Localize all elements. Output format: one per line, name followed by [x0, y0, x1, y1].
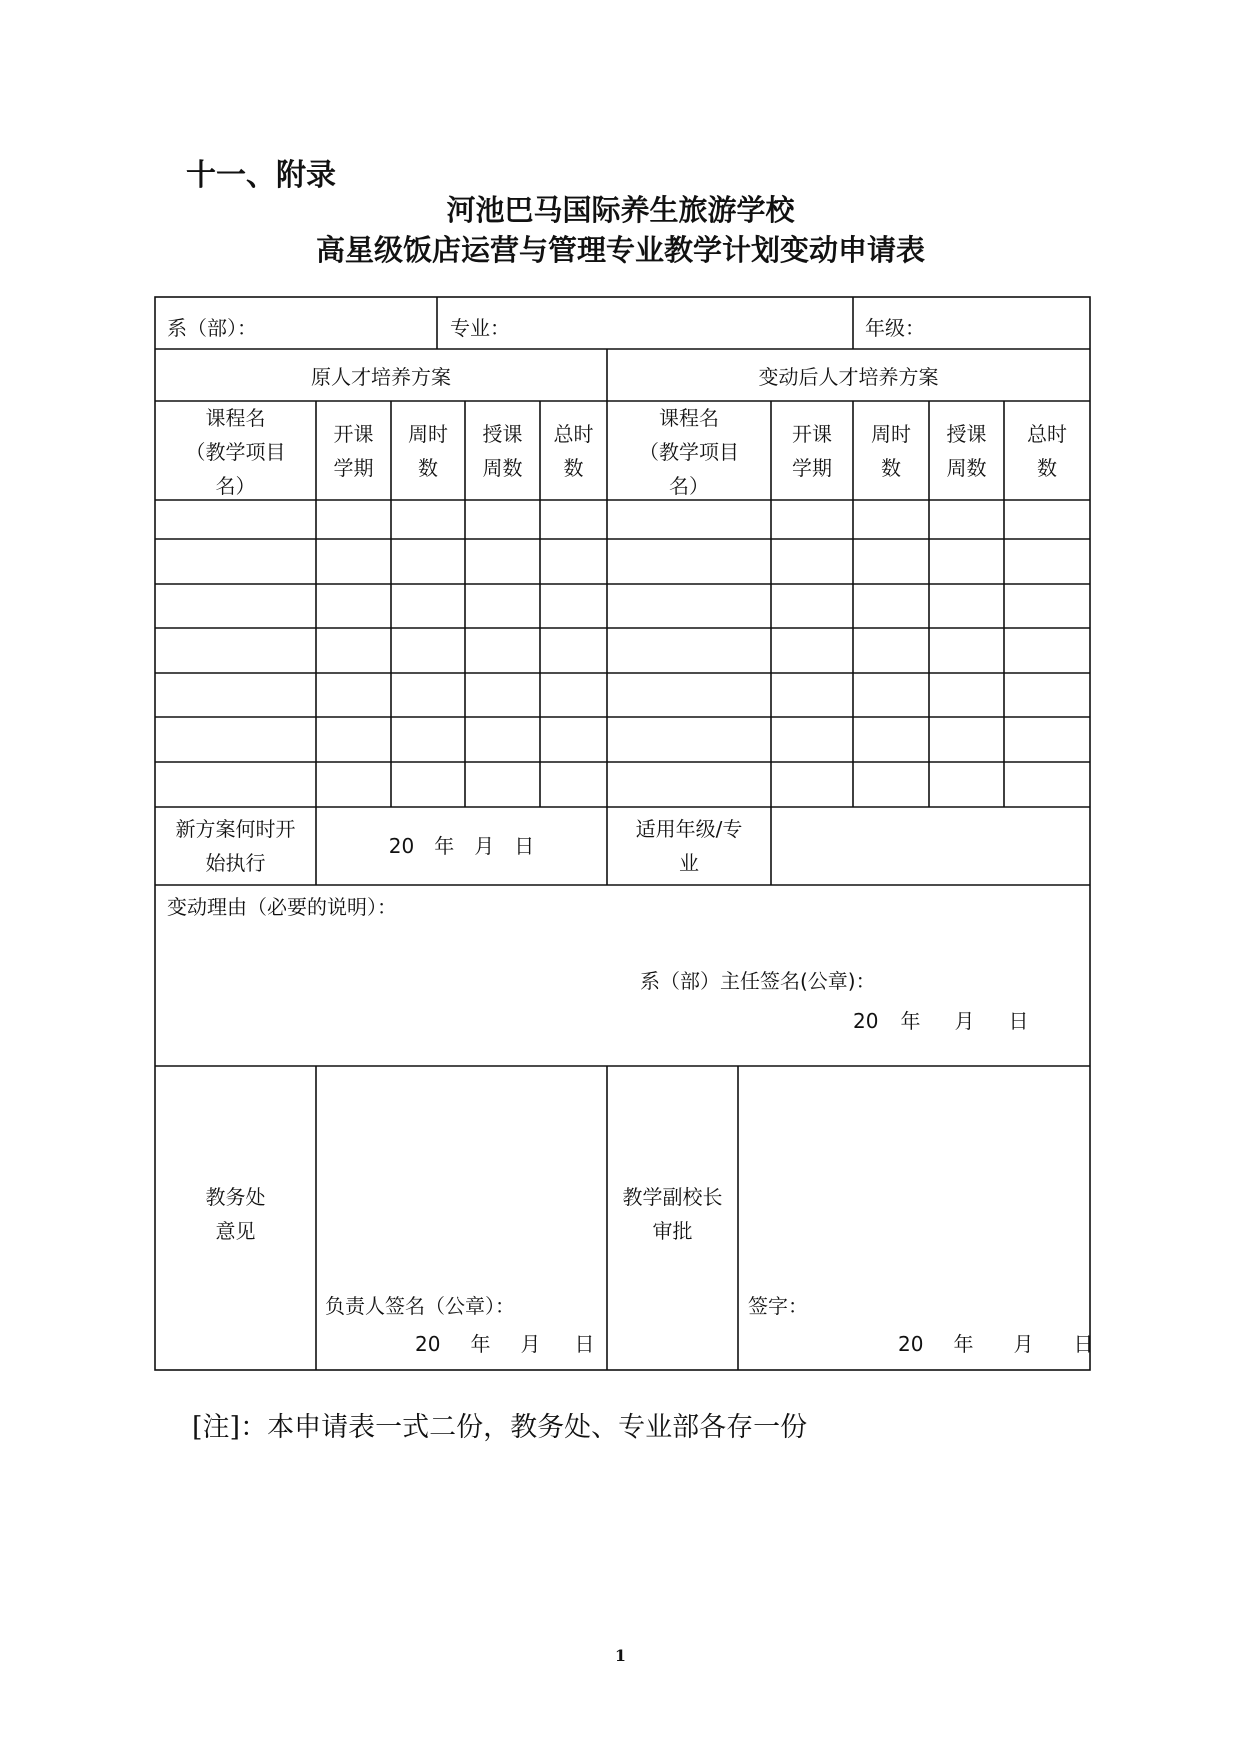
original-plan-header: 原人才培养方案	[311, 365, 451, 389]
col-course-original: 课程名 （教学项目 名）	[185, 406, 286, 498]
col-semester-original: 开课 学期	[333, 422, 374, 480]
responsible-signature-label: 负责人签名（公章）：	[325, 1294, 515, 1318]
col-course-changed: 课程名 （教学项目 名）	[639, 406, 739, 498]
director-date: 20 年 月 日	[853, 1009, 1029, 1033]
applicable-grade-label: 适用年级/专 业	[635, 817, 743, 875]
col-total-hours-original: 总时 数	[553, 422, 594, 480]
page-number: 1	[614, 1646, 627, 1665]
grade-label: 年级：	[865, 316, 925, 340]
vice-principal-date: 20 年 月 日	[898, 1332, 1094, 1356]
vice-principal-label: 教学副校长 审批	[622, 1185, 723, 1243]
reason-label: 变动理由（必要的说明）：	[167, 895, 397, 919]
changed-plan-header: 变动后人才培养方案	[758, 365, 939, 389]
responsible-date: 20 年 月 日	[415, 1332, 595, 1356]
form-title: 高星级饭店运营与管理专业教学计划变动申请表	[315, 233, 925, 267]
col-teach-weeks-changed: 授课 周数	[946, 422, 987, 480]
section-title: 十一、附录	[186, 158, 336, 193]
academic-office-label: 教务处 意见	[205, 1185, 266, 1243]
col-weekly-hours-changed: 周时 数	[871, 422, 911, 480]
footnote: [注]：本申请表一式二份，教务处、专业部各存一份	[192, 1412, 808, 1443]
school-title: 河池巴马国际养生旅游学校	[446, 193, 795, 227]
signature-label: 签字：	[748, 1294, 808, 1318]
col-teach-weeks-original: 授课 周数	[482, 422, 523, 480]
col-semester-changed: 开课 学期	[792, 422, 832, 480]
dept-label: 系（部）：	[167, 316, 257, 340]
major-label: 专业：	[450, 316, 510, 340]
start-date-label: 新方案何时开 始执行	[175, 817, 296, 875]
col-weekly-hours-original: 周时 数	[408, 422, 448, 480]
col-total-hours-changed: 总时 数	[1027, 422, 1067, 480]
start-date-value: 20 年 月 日	[388, 834, 535, 858]
director-signature-label: 系（部）主任签名(公章)：	[640, 969, 876, 993]
